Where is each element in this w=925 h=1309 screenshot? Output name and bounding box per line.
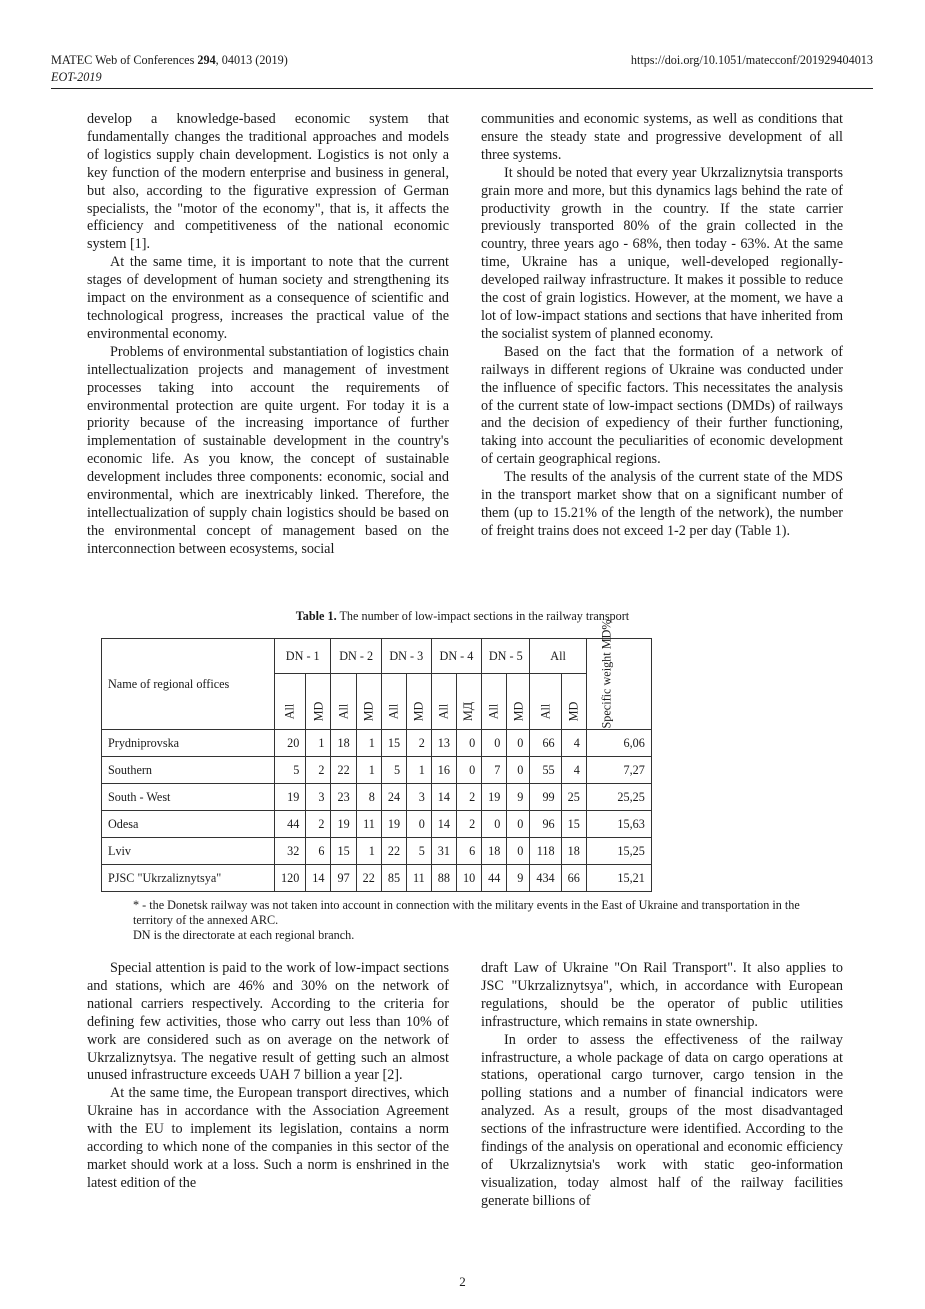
table-cell: 55: [530, 757, 561, 784]
table-row: [102, 865, 652, 892]
volume-number: 294: [197, 53, 216, 67]
header-dn3: DN - 3: [381, 639, 431, 674]
table-cell: 44: [275, 811, 306, 838]
header-dn4: DN - 4: [431, 639, 481, 674]
table-cell: 1: [356, 838, 381, 865]
table-cell: 1: [356, 730, 381, 757]
footnote: * - the Donetsk railway was not taken into account in connection with the military events in the East of Ukraine and transportation in the territory of the annexed ARC.: [133, 898, 800, 927]
low-impact-sections-table: [101, 619, 652, 892]
table-cell: 1: [407, 757, 432, 784]
article-number: , 04013 (2019): [215, 53, 288, 67]
table-caption: [0, 609, 925, 624]
table-row: [102, 757, 652, 784]
table-cell: 0: [456, 730, 481, 757]
specific-weight-cell: 7,27: [586, 757, 651, 784]
paragraph: At the same time, the European transport directives, which Ukraine has in accordance with the Association Agreement with the EU to implement its legislation, contains a norm according to which none of the companies in this sector of the market should work at a loss. Such a norm is enshrined in the latest edition of the: [87, 1085, 449, 1191]
table-cell: 0: [482, 730, 507, 757]
table-footnotes: [133, 898, 833, 943]
subheader-label: МД: [461, 701, 476, 722]
doi-link[interactable]: https://doi.org/10.1051/matecconf/201929404013: [630, 53, 873, 67]
table-cell: 14: [306, 865, 331, 892]
table-cell: 9: [507, 865, 530, 892]
paragraph: The results of the analysis of the current state of the MDS in the transport market show that on a significant number of them (up to 15.21% of the length of the network), the number of freight trains does not exceed 1-2 per day (Table 1).: [481, 469, 843, 539]
specific-weight-cell: 6,06: [586, 730, 651, 757]
table-cell: 4: [561, 730, 586, 757]
table-cell: 2: [407, 730, 432, 757]
table-cell: 32: [275, 838, 306, 865]
footnote: DN is the directorate at each regional branch.: [133, 928, 355, 942]
header-divider: [51, 88, 873, 89]
table-cell: 434: [530, 865, 561, 892]
table-cell: 13: [431, 730, 456, 757]
table-cell: 20: [275, 730, 306, 757]
table-cell: 18: [561, 838, 586, 865]
table-cell: 8: [356, 784, 381, 811]
specific-weight-cell: 15,25: [586, 838, 651, 865]
paragraph: Based on the fact that the formation of a network of railways in different regions of Ukraine was conducted under the influence of specific factors. This necessitates the analysis of the current state of low-impact sections (DMDs) of railways and the decision of expediency of their further functioning, taking into account the peculiarities of economic development of certain geographical regions.: [481, 343, 843, 468]
subheader: [431, 674, 456, 730]
table-cell: 0: [407, 811, 432, 838]
subheader: [482, 674, 507, 730]
conference-name: EOT-2019: [51, 70, 102, 84]
subheader: [306, 674, 331, 730]
table-cell: 3: [306, 784, 331, 811]
region-name: Prydniprovska: [102, 730, 275, 757]
table-cell: 14: [431, 784, 456, 811]
table-cell: 25: [561, 784, 586, 811]
table-cell: 5: [275, 757, 306, 784]
subheader-label: MD: [361, 701, 376, 722]
subheader: [381, 674, 406, 730]
table-label: Table 1.: [295, 609, 337, 623]
table-cell: 2: [306, 757, 331, 784]
header-regional-offices: Name of regional offices: [102, 639, 275, 730]
subheader: [561, 674, 586, 730]
subheader: [275, 674, 306, 730]
table-cell: 6: [306, 838, 331, 865]
paragraph: develop a knowledge-based economic system that fundamentally changes the traditional approaches and models of logistics supply chain development. Logistics is not only a key function of the modern enterprise and business in general, but also, according to the figurative expression of German specialists, the "motor of the economy", that is, it affects the efficiency and competitiveness of the national economic system [1].: [87, 111, 449, 253]
table-cell: 15: [381, 730, 406, 757]
table-cell: 15: [331, 838, 356, 865]
specific-weight-cell: 15,63: [586, 811, 651, 838]
subheader-label: All: [336, 703, 351, 720]
table-cell: 19: [275, 784, 306, 811]
specific-weight-cell: 15,21: [586, 865, 651, 892]
table-cell: 66: [561, 865, 586, 892]
table-cell: 85: [381, 865, 406, 892]
table-cell: 4: [561, 757, 586, 784]
table-cell: 120: [275, 865, 306, 892]
header-all: All: [530, 639, 586, 674]
page-number: 2: [459, 1274, 466, 1289]
subheader-label: MD: [411, 701, 426, 722]
table-cell: 22: [356, 865, 381, 892]
table-cell: 5: [407, 838, 432, 865]
subheader-label: All: [386, 703, 401, 720]
subheader: [530, 674, 561, 730]
column-top-left: [87, 111, 449, 559]
table-cell: 31: [431, 838, 456, 865]
running-header: [51, 52, 873, 86]
table-cell: 2: [306, 811, 331, 838]
column-bottom-right: [481, 960, 843, 1211]
table-cell: 9: [507, 784, 530, 811]
table-cell: 18: [331, 730, 356, 757]
paragraph: Special attention is paid to the work of low-impact sections and stations, which are 46% and 30% on the network of national carriers respectively. According to the criteria for defining few activities, those who carry out less than 10% of work are considered such as on average on the network of Ukrzaliznytsya. The negative result of getting such an almost unused infrastructure exceeds UAH 7 billion a year [2].: [87, 960, 449, 1084]
table-cell: 0: [507, 811, 530, 838]
paragraph: draft Law of Ukraine "On Rail Transport". It also applies to JSC "Ukrzaliznytsya", which, in accordance with European regulations, should be the operator of public utilities infrastructure, which remains in state ownership.: [481, 960, 843, 1030]
subheader: [407, 674, 432, 730]
paragraph: At the same time, it is important to note that the current stages of development of human society and strengthening its impact on the environment as a consequence of scientific and technological progress, increases the practical value of the environmental economy.: [87, 254, 449, 342]
table-cell: 5: [381, 757, 406, 784]
table-cell: 16: [431, 757, 456, 784]
paragraph: Problems of environmental substantiation of logistics chain intellectualization projects and management of investment processes taking into account the requirements of environmental protection are quite urgent. For today it is a priority because of the increasing importance of further implementation of sustainable development in the country's economic life. As you know, the concept of sustainable development includes three components: economic, social and environmental, which are inextricably linked. Therefore, the intellectualization of supply chain logistics should be based on the environmental concept of management based on the interconnection between ecosystems, social: [87, 343, 449, 557]
table-cell: 7: [482, 757, 507, 784]
table-cell: 22: [331, 757, 356, 784]
subheader-label: All: [537, 703, 552, 720]
table-cell: 11: [356, 811, 381, 838]
subheader-label: MD: [566, 701, 581, 722]
paragraph: In order to assess the effectiveness of the railway infrastructure, a whole package of data on cargo operations at stations, operational cargo turnover, cargo tension in the polling stations and a number of financial indicators were analyzed. As a result, groups of the most disadvantaged sections of the infrastructure were identified. According to the findings of the analysis on operational and economic efficiency of Ukrzaliznytsia's work with static geo-information visualization, today almost half of the railway facilities generate billions of: [481, 1031, 843, 1209]
table-title: The number of low-impact sections in the railway transport: [336, 609, 630, 623]
table-cell: 10: [456, 865, 481, 892]
table-cell: 2: [456, 784, 481, 811]
table-cell: 15: [561, 811, 586, 838]
subheader: [331, 674, 356, 730]
column-top-right: [481, 111, 843, 541]
table-cell: 44: [482, 865, 507, 892]
subheader-label: MD: [510, 701, 525, 722]
paragraph: It should be noted that every year Ukrzaliznytsia transports grain more and more, but this dynamics lags behind the rate of productivity growth in the country. If the state carrier previously transported 80% of the grain collected in the country, three years ago - 68%, then today - 63%. At the same time, Ukraine has a unique, well-developed regionally-developed railway infrastructure. It makes it possible to reduce the cost of grain logistics. However, at the moment, we have a lot of low-impact stations and sections that have inherited from the socialist system of planned economy.: [481, 164, 843, 342]
subheader-label: All: [282, 703, 297, 720]
table-cell: 0: [456, 757, 481, 784]
table-cell: 19: [381, 811, 406, 838]
subheader-label: All: [486, 703, 501, 720]
specific-weight-label: Specific weight MD%: [599, 619, 614, 728]
table-cell: 118: [530, 838, 561, 865]
table-cell: 11: [407, 865, 432, 892]
table-cell: 18: [482, 838, 507, 865]
region-name: South - West: [102, 784, 275, 811]
table-cell: 88: [431, 865, 456, 892]
table-cell: 1: [306, 730, 331, 757]
table-cell: 22: [381, 838, 406, 865]
table-cell: 19: [482, 784, 507, 811]
header-specific-weight: [586, 619, 651, 730]
table-cell: 0: [507, 730, 530, 757]
table-cell: 19: [331, 811, 356, 838]
table-cell: 0: [507, 838, 530, 865]
table-row: [102, 838, 652, 865]
region-name: Lviv: [102, 838, 275, 865]
region-name: PJSC "Ukrzaliznytsya": [102, 865, 275, 892]
table-row: [102, 811, 652, 838]
header-dn1: DN - 1: [275, 639, 331, 674]
table-row: [102, 784, 652, 811]
subheader: [507, 674, 530, 730]
table-body: [102, 730, 652, 892]
region-name: Odesa: [102, 811, 275, 838]
region-name: Southern: [102, 757, 275, 784]
journal-name: MATEC Web of Conferences: [51, 53, 198, 67]
table-cell: 14: [431, 811, 456, 838]
table-cell: 0: [507, 757, 530, 784]
subheader-label: All: [436, 703, 451, 720]
specific-weight-cell: 25,25: [586, 784, 651, 811]
table-cell: 99: [530, 784, 561, 811]
table-cell: 24: [381, 784, 406, 811]
header-dn5: DN - 5: [482, 639, 530, 674]
header-dn2: DN - 2: [331, 639, 381, 674]
table-cell: 96: [530, 811, 561, 838]
subheader: [356, 674, 381, 730]
table-cell: 0: [482, 811, 507, 838]
column-bottom-left: [87, 960, 449, 1193]
table-cell: 3: [407, 784, 432, 811]
journal-citation: [51, 52, 288, 69]
subheader-label: MD: [310, 701, 325, 722]
table-row: [102, 730, 652, 757]
subheader: [456, 674, 481, 730]
paragraph: communities and economic systems, as well as conditions that ensure the steady state and progressive development of all three systems.: [481, 111, 843, 163]
table-cell: 23: [331, 784, 356, 811]
table-cell: 97: [331, 865, 356, 892]
table-cell: 2: [456, 811, 481, 838]
table-cell: 6: [456, 838, 481, 865]
table-cell: 66: [530, 730, 561, 757]
table-cell: 1: [356, 757, 381, 784]
